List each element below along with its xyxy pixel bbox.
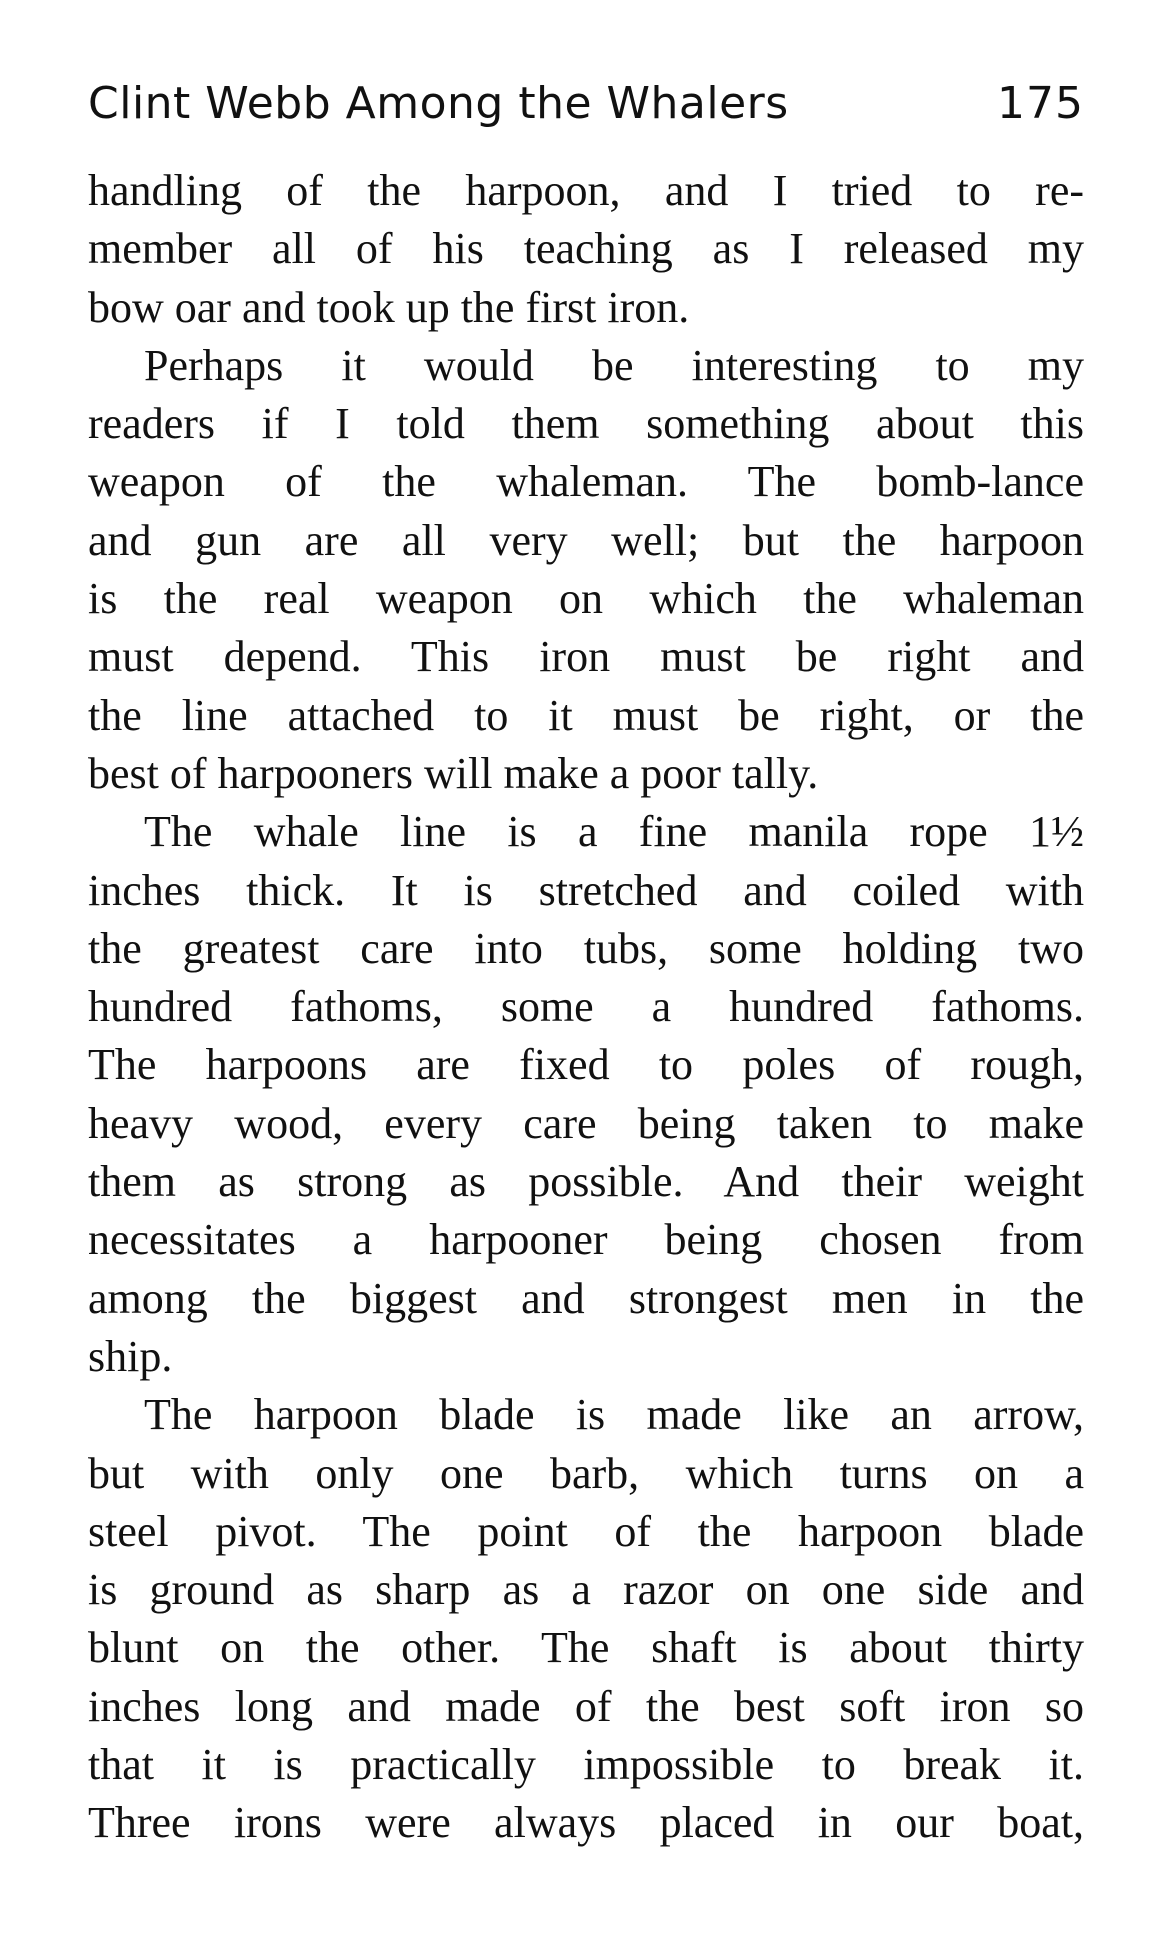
text-line: and gun are all very well; but the harpoon <box>88 515 1084 565</box>
text-line: among the biggest and strongest men in the <box>88 1273 1084 1323</box>
text-line: weapon of the whaleman. The bomb-lance <box>88 457 1084 507</box>
text-line: must depend. This iron must be right and <box>88 632 1084 682</box>
text-line: Three irons were always placed in our boat, <box>88 1798 1084 1848</box>
body-text <box>88 162 1084 1853</box>
text-line: The whale line is a fine manila rope 1½ <box>144 807 1084 857</box>
text-line: is ground as sharp as a razor on one side and <box>88 1565 1084 1615</box>
text-line: inches long and made of the best soft iron so <box>88 1681 1084 1731</box>
text-line: necessitates a harpooner being chosen from <box>88 1215 1084 1265</box>
text-line: bow oar and took up the first iron. <box>88 282 690 332</box>
text-line: member all of his teaching as I released my <box>88 224 1084 274</box>
running-title: Clint Webb Among the Whalers <box>88 78 789 129</box>
text-line: The harpoons are fixed to poles of rough, <box>88 1040 1084 1090</box>
text-line: hundred fathoms, some a hundred fathoms. <box>88 982 1084 1032</box>
text-line: best of harpooners will make a poor tally. <box>88 748 819 798</box>
text-line: steel pivot. The point of the harpoon blade <box>88 1506 1084 1556</box>
text-line: Perhaps it would be interesting to my <box>144 340 1084 390</box>
text-line: the greatest care into tubs, some holding two <box>88 923 1084 973</box>
text-line: but with only one barb, which turns on a <box>88 1448 1084 1498</box>
text-line: inches thick. It is stretched and coiled with <box>88 865 1084 915</box>
text-line: readers if I told them something about this <box>88 399 1084 449</box>
book-page <box>88 78 1084 1853</box>
text-line: that it is practically impossible to break it. <box>88 1740 1084 1790</box>
text-line: blunt on the other. The shaft is about thirty <box>88 1623 1084 1673</box>
text-line: them as strong as possible. And their weight <box>88 1157 1084 1207</box>
page-number: 175 <box>997 78 1084 129</box>
text-line: the line attached to it must be right, or the <box>88 690 1084 740</box>
text-line: heavy wood, every care being taken to make <box>88 1098 1084 1148</box>
text-line: The harpoon blade is made like an arrow, <box>144 1390 1084 1440</box>
text-line: is the real weapon on which the whaleman <box>88 574 1084 624</box>
text-line: handling of the harpoon, and I tried to re- <box>88 166 1084 215</box>
running-header <box>88 78 1084 142</box>
text-line: ship. <box>88 1331 173 1381</box>
